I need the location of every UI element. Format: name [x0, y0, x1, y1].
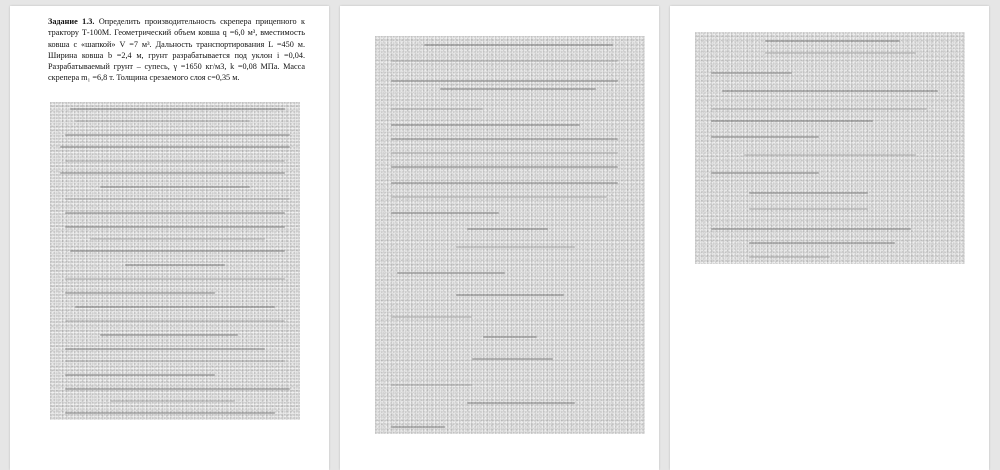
- scan-text-line: [65, 278, 285, 280]
- scan-text-line: [472, 358, 553, 360]
- scan-text-line: [65, 374, 215, 376]
- scan-text-line: [711, 108, 927, 110]
- scan-text-line: [65, 226, 285, 228]
- scan-text-line: [391, 384, 472, 386]
- scan-text-line: [711, 172, 819, 174]
- scan-text-line: [440, 88, 597, 90]
- scan-text-line: [765, 52, 916, 54]
- task-label: Задание 1.3.: [48, 17, 95, 26]
- scan-text-line: [456, 246, 575, 248]
- scan-text-line: [65, 360, 285, 362]
- scan-text-line: [65, 412, 275, 414]
- scan-text-line: [765, 40, 900, 42]
- scan-text-line: [70, 250, 285, 252]
- scan-text-line: [65, 212, 285, 214]
- scanned-solution-image: [695, 32, 965, 264]
- scan-text-line: [125, 264, 225, 266]
- scan-text-line: [391, 316, 472, 318]
- scanned-solution-image: [50, 102, 300, 420]
- scan-text-line: [65, 388, 290, 390]
- scan-text-line: [424, 44, 613, 46]
- scan-text-line: [483, 336, 537, 338]
- scan-text-line: [467, 228, 548, 230]
- scan-text-line: [711, 228, 911, 230]
- scan-text-line: [391, 166, 618, 168]
- scan-text-line: [749, 192, 868, 194]
- scan-text-line: [711, 72, 792, 74]
- scan-text-line: [65, 348, 265, 350]
- scan-text-line: [65, 198, 290, 200]
- scan-text-line: [391, 124, 580, 126]
- scan-text-line: [60, 146, 290, 148]
- scan-text-line: [65, 134, 290, 136]
- scan-text-line: [391, 138, 618, 140]
- scan-text-line: [391, 152, 618, 154]
- scan-text-line: [75, 306, 275, 308]
- scan-text-line: [711, 136, 819, 138]
- scan-text-line: [65, 320, 285, 322]
- scan-text-line: [65, 160, 285, 162]
- scan-text-line: [100, 186, 250, 188]
- scan-text-line: [391, 426, 445, 428]
- scan-text-line: [711, 120, 873, 122]
- scan-text-line: [391, 80, 618, 82]
- scan-text-line: [391, 182, 618, 184]
- document-page-3: [670, 6, 989, 470]
- scan-text-line: [467, 402, 575, 404]
- task-statement: [48, 16, 305, 84]
- scan-text-line: [75, 120, 250, 122]
- scan-text-line: [391, 196, 607, 198]
- scan-text-line: [456, 294, 564, 296]
- task-body: Определить производительность скрепера прицепного к трактору Т-100М. Геометрический объем ковша q =6,0 м³, вместимость ковша с «шапкой» V =7 м³. Дальность транспортирования L =450 м. Ширина ковша b =2,4 м, грунт разрабатывается под уклон i =0,04. Разрабатываемый грунт – супесь, γ =1650 кг/м3, k =0,08 МПа. Масса скрепера m₁ =6,8 т. Толщина срезаемого слоя c=0,35 м.: [48, 17, 305, 83]
- scan-text-line: [749, 242, 895, 244]
- scan-text-line: [65, 292, 215, 294]
- scan-text-line: [391, 60, 618, 62]
- scan-text-line: [722, 90, 938, 92]
- scan-text-line: [60, 172, 285, 174]
- scan-text-line: [70, 108, 285, 110]
- scanned-solution-image: [375, 36, 645, 434]
- scan-text-line: [110, 400, 235, 402]
- document-page-2: [340, 6, 659, 470]
- scan-text-line: [100, 334, 238, 336]
- document-page-1: [10, 6, 329, 470]
- scan-text-line: [391, 212, 499, 214]
- scan-text-line: [391, 108, 483, 110]
- scan-text-line: [90, 238, 265, 240]
- scan-text-line: [749, 256, 830, 258]
- scan-text-line: [397, 272, 505, 274]
- scan-text-line: [749, 208, 868, 210]
- scan-text-line: [744, 154, 917, 156]
